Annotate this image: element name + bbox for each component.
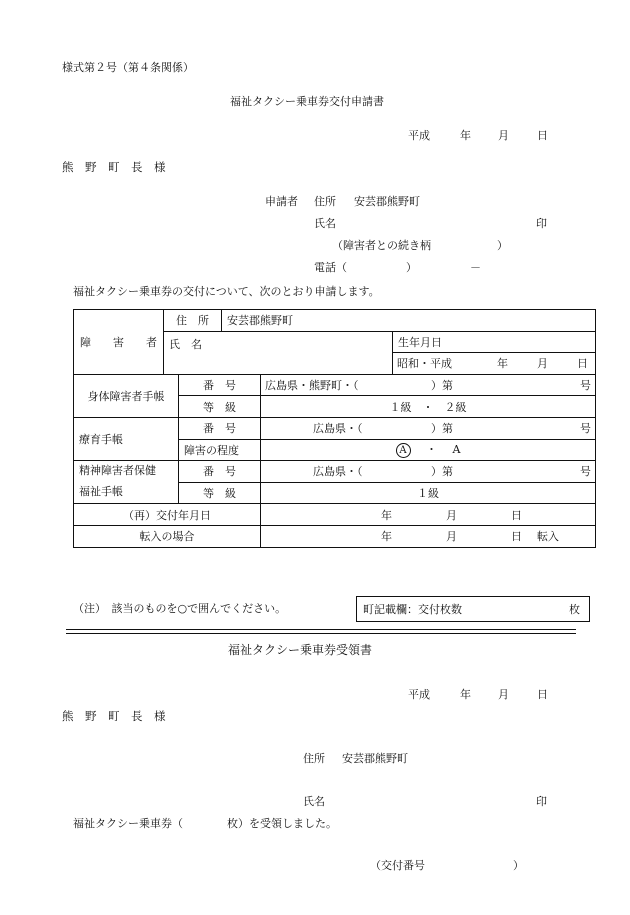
degree-separator: ・ xyxy=(426,443,438,457)
applicant-name-label: 氏名 xyxy=(314,217,336,230)
application-title: 福祉タクシー乗車券交付申請書 xyxy=(230,95,384,108)
receipt-name-label: 氏名 xyxy=(303,795,325,808)
receipt-received-text[interactable]: 福祉タクシー乗車券（ 枚）を受領しました。 xyxy=(73,817,337,830)
degree-a: A xyxy=(452,443,461,457)
grade-label: 等 級 xyxy=(179,482,261,504)
table-row xyxy=(74,504,596,526)
town-record-unit[interactable]: 枚 xyxy=(569,603,580,616)
mental-book-label-line1: 精神障害者保健 xyxy=(79,464,156,478)
applicant-label: 申請者 xyxy=(265,195,298,208)
physical-book-label: 身体障害者手帳 xyxy=(74,374,179,417)
mental-number-go: 号 xyxy=(580,465,592,479)
town-record-label: 町記載欄：交付枚数 xyxy=(363,603,462,616)
reissue-year: 年 xyxy=(381,508,392,522)
address-value-cell[interactable]: 安芸郡熊野町 xyxy=(222,310,596,332)
ryoiku-number-go: 号 xyxy=(580,422,592,436)
note-text: （注） 該当のものを○で囲んでください。 xyxy=(73,602,287,615)
physical-grade-options[interactable]: １級 ・ ２級 xyxy=(261,396,596,418)
separator-line-bottom xyxy=(66,633,576,634)
separator-line-top xyxy=(66,629,576,630)
degree-options[interactable] xyxy=(261,439,596,461)
birth-era: 昭和・平成 xyxy=(397,357,452,371)
receipt-title: 福祉タクシー乗車券受領書 xyxy=(228,643,373,657)
applicant-seal: 印 xyxy=(536,217,547,230)
receipt-address-value[interactable]: 安芸郡熊野町 xyxy=(342,752,408,765)
physical-number-go: 号 xyxy=(580,379,592,393)
reissue-date-label: （再）交付年月日 xyxy=(74,504,261,526)
mental-book-label-line2: 福祉手帳 xyxy=(79,485,123,499)
date-day: 日 xyxy=(537,129,548,142)
physical-number-cell[interactable] xyxy=(261,374,596,396)
name-label: 氏 名 xyxy=(169,337,202,351)
mental-number-prefix: 広島県・（ xyxy=(313,465,363,479)
applicant-phone-dash: － xyxy=(470,261,481,274)
ryoiku-number-cell[interactable] xyxy=(261,417,596,439)
table-row xyxy=(74,461,596,483)
receipt-date-year: 年 xyxy=(460,688,471,701)
receipt-seal: 印 xyxy=(536,795,547,808)
birth-month: 月 xyxy=(537,357,548,371)
applicant-address-label: 住所 xyxy=(314,195,336,208)
degree-label: 障害の程度 xyxy=(179,439,261,461)
table-row xyxy=(74,525,596,547)
ryoiku-number-dai: ）第 xyxy=(431,422,453,436)
transfer-date-cell[interactable] xyxy=(261,525,596,547)
receipt-issue-number[interactable]: （交付番号 ） xyxy=(370,859,524,872)
birth-year: 年 xyxy=(497,357,508,371)
name-cell[interactable] xyxy=(164,331,393,374)
reissue-day: 日 xyxy=(511,508,522,522)
transfer-text: 転入 xyxy=(537,530,559,544)
transfer-day: 日 xyxy=(511,530,522,544)
ryoiku-book-label: 療育手帳 xyxy=(74,417,179,460)
mental-book-label xyxy=(74,461,179,504)
birth-day: 日 xyxy=(577,357,588,371)
applicant-address-value[interactable]: 安芸郡熊野町 xyxy=(354,195,420,208)
receipt-date-day: 日 xyxy=(537,688,548,701)
transfer-year: 年 xyxy=(381,530,392,544)
receipt-recipient: 熊 野 町 長 様 xyxy=(62,709,166,723)
application-table xyxy=(73,309,596,548)
form-number: 様式第２号（第４条関係） xyxy=(62,61,194,74)
address-label: 住 所 xyxy=(164,310,222,332)
receipt-date-era: 平成 xyxy=(408,688,430,701)
receipt-address-label: 住所 xyxy=(303,752,325,765)
reissue-date-cell[interactable] xyxy=(261,504,596,526)
disabled-person-label: 障 害 者 xyxy=(74,310,164,375)
degree-circled-a: A xyxy=(396,443,411,458)
mental-number-cell[interactable] xyxy=(261,461,596,483)
grade-label: 等 級 xyxy=(179,396,261,418)
transfer-label: 転入の場合 xyxy=(74,525,261,547)
number-label: 番 号 xyxy=(179,417,261,439)
transfer-month: 月 xyxy=(446,530,457,544)
table-row xyxy=(74,417,596,439)
birth-date-cell[interactable] xyxy=(393,353,596,375)
table-row xyxy=(74,310,596,332)
ryoiku-number-prefix: 広島県・（ xyxy=(313,422,363,436)
date-year: 年 xyxy=(460,129,471,142)
table-row xyxy=(74,374,596,396)
physical-number-prefix: 広島県・熊野町・（ xyxy=(265,379,359,393)
reissue-month: 月 xyxy=(446,508,457,522)
applicant-phone-label: 電話（ xyxy=(314,261,347,274)
number-label: 番 号 xyxy=(179,374,261,396)
recipient: 熊 野 町 長 様 xyxy=(62,160,166,174)
mental-number-dai: ）第 xyxy=(431,465,453,479)
mental-grade-option[interactable]: １級 xyxy=(261,482,596,504)
receipt-date-month: 月 xyxy=(498,688,509,701)
birth-label-cell: 生年月日 xyxy=(393,331,596,353)
number-label: 番 号 xyxy=(179,461,261,483)
town-record-box xyxy=(356,596,590,622)
physical-number-dai: ）第 xyxy=(431,379,453,393)
applicant-relation[interactable]: （障害者との続き柄 ） xyxy=(332,239,508,252)
applicant-phone-close: ） xyxy=(406,261,417,274)
intro-text: 福祉タクシー乗車券の交付について、次のとおり申請します。 xyxy=(73,285,380,298)
date-era: 平成 xyxy=(408,129,430,142)
date-month: 月 xyxy=(498,129,509,142)
